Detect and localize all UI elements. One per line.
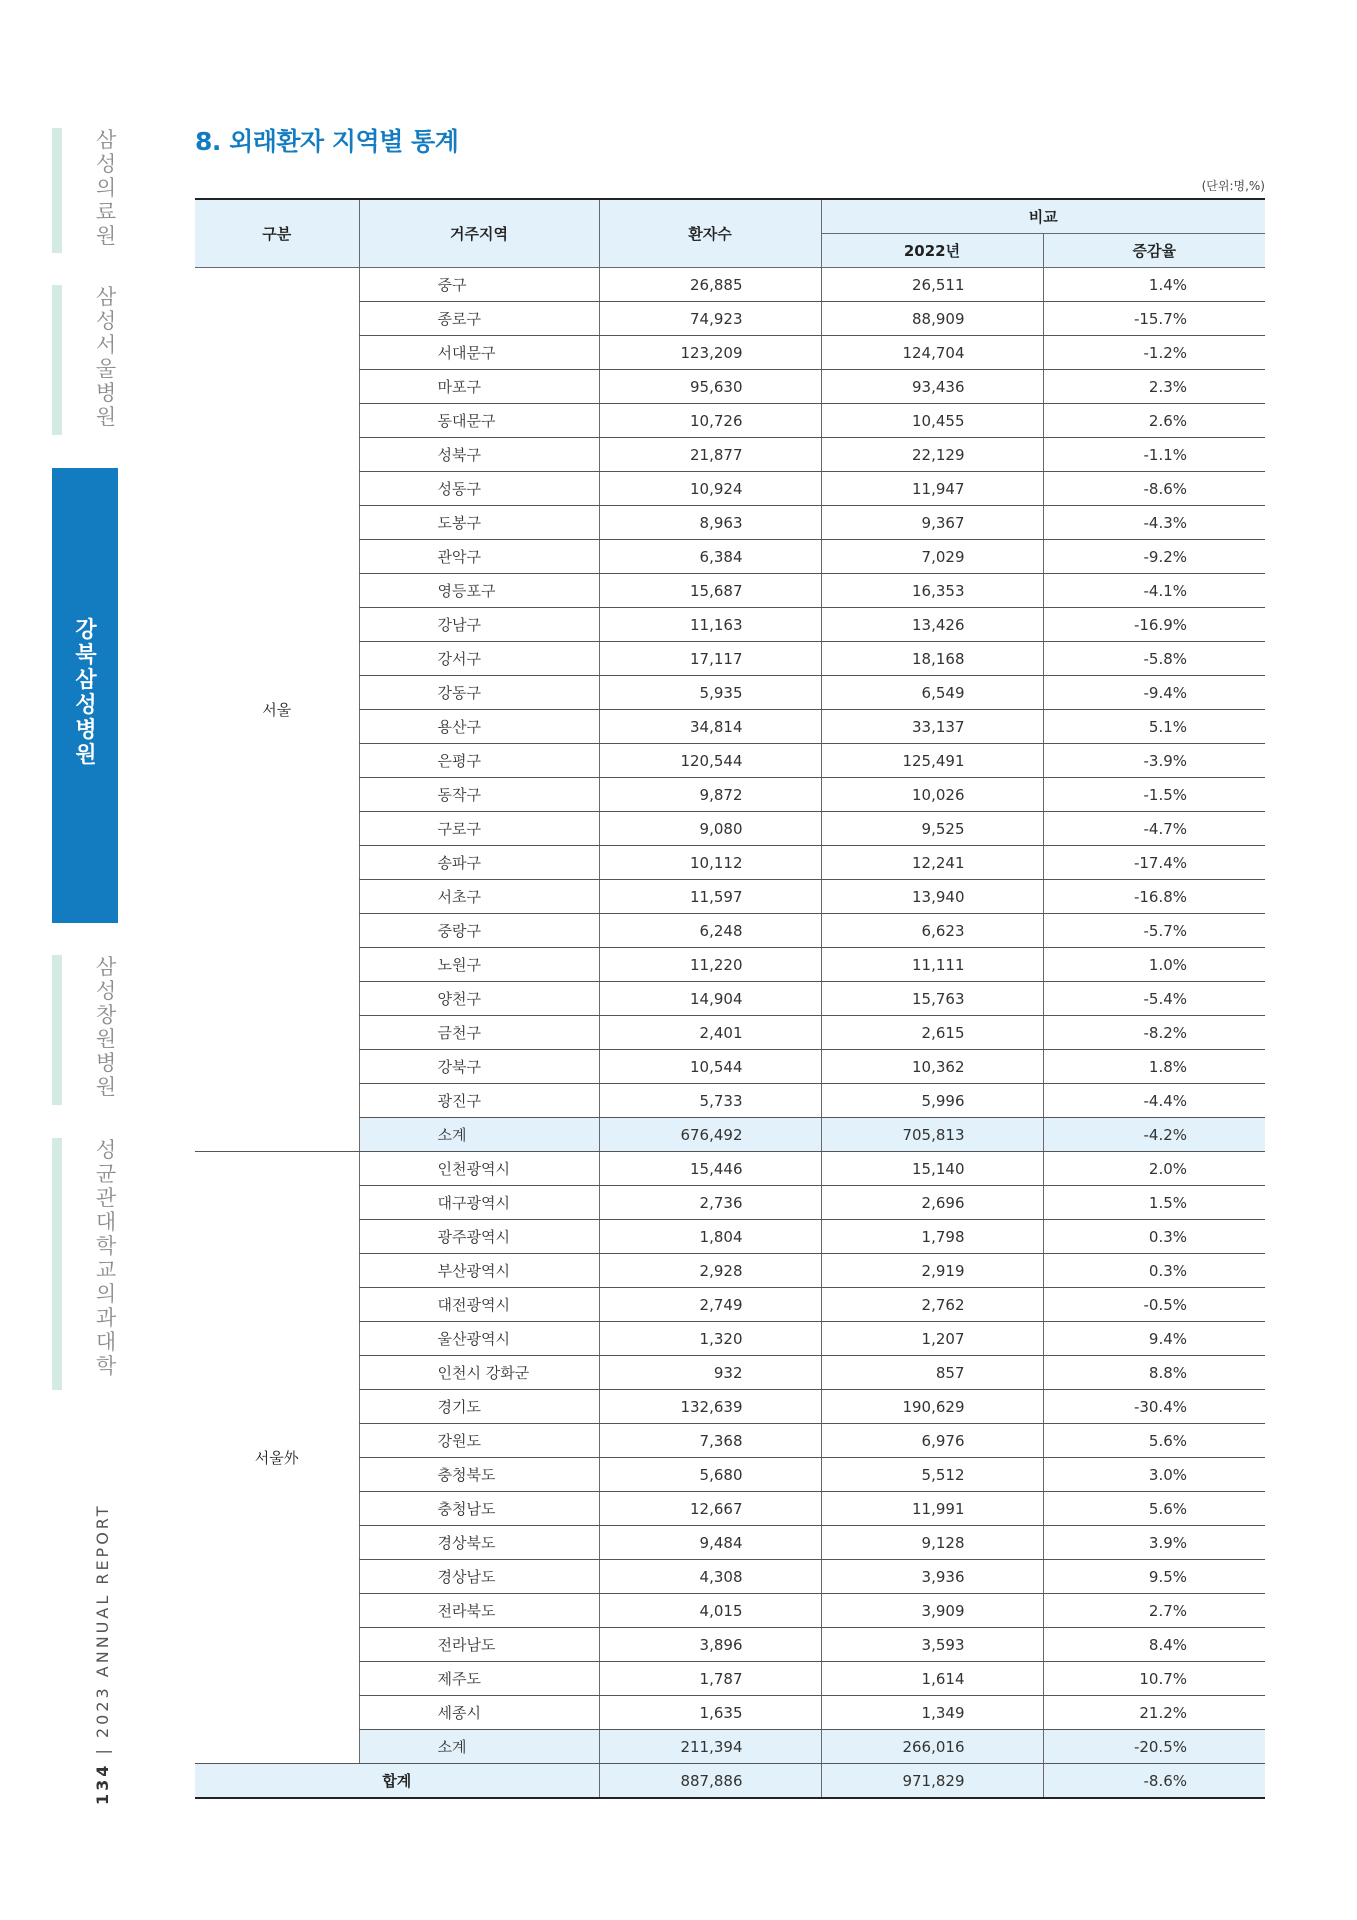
subtotal-patients: 211,394 bbox=[599, 1730, 821, 1764]
region-cell: 동작구 bbox=[359, 778, 599, 812]
patients-cell: 2,736 bbox=[599, 1186, 821, 1220]
subtotal-label: 소계 bbox=[359, 1118, 599, 1152]
patients-cell: 74,923 bbox=[599, 302, 821, 336]
patients-cell: 14,904 bbox=[599, 982, 821, 1016]
rate-cell: -17.4% bbox=[1043, 846, 1265, 880]
region-cell: 은평구 bbox=[359, 744, 599, 778]
region-cell: 울산광역시 bbox=[359, 1322, 599, 1356]
rate-cell: 1.5% bbox=[1043, 1186, 1265, 1220]
rate-cell: -16.9% bbox=[1043, 608, 1265, 642]
region-cell: 광진구 bbox=[359, 1084, 599, 1118]
year-2022-cell: 2,615 bbox=[821, 1016, 1043, 1050]
patients-cell: 3,896 bbox=[599, 1628, 821, 1662]
patients-cell: 10,544 bbox=[599, 1050, 821, 1084]
header-category: 구분 bbox=[195, 199, 359, 268]
side-nav-item-kangbuk-samsung-hospital[interactable] bbox=[52, 468, 118, 923]
patients-cell: 9,484 bbox=[599, 1526, 821, 1560]
patients-cell: 10,726 bbox=[599, 404, 821, 438]
region-cell: 대전광역시 bbox=[359, 1288, 599, 1322]
region-cell: 경상남도 bbox=[359, 1560, 599, 1594]
year-2022-cell: 33,137 bbox=[821, 710, 1043, 744]
rate-cell: -4.4% bbox=[1043, 1084, 1265, 1118]
header-region: 거주지역 bbox=[359, 199, 599, 268]
year-2022-cell: 5,996 bbox=[821, 1084, 1043, 1118]
table-row bbox=[195, 1152, 1265, 1186]
patients-cell: 5,680 bbox=[599, 1458, 821, 1492]
year-2022-cell: 26,511 bbox=[821, 268, 1043, 302]
patients-cell: 21,877 bbox=[599, 438, 821, 472]
rate-cell: 8.4% bbox=[1043, 1628, 1265, 1662]
year-2022-cell: 16,353 bbox=[821, 574, 1043, 608]
side-nav-label: 성균관대학교 의과대학 bbox=[95, 1138, 117, 1378]
year-2022-cell: 7,029 bbox=[821, 540, 1043, 574]
page-title: 8. 외래환자 지역별 통계 bbox=[195, 127, 459, 156]
rate-cell: 1.8% bbox=[1043, 1050, 1265, 1084]
region-cell: 동대문구 bbox=[359, 404, 599, 438]
region-cell: 인천광역시 bbox=[359, 1152, 599, 1186]
patients-cell: 6,248 bbox=[599, 914, 821, 948]
side-nav-marker bbox=[52, 128, 62, 253]
rate-cell: 9.5% bbox=[1043, 1560, 1265, 1594]
rate-cell: -1.1% bbox=[1043, 438, 1265, 472]
region-cell: 중랑구 bbox=[359, 914, 599, 948]
patients-cell: 1,635 bbox=[599, 1696, 821, 1730]
rate-cell: -8.6% bbox=[1043, 472, 1265, 506]
region-cell: 제주도 bbox=[359, 1662, 599, 1696]
year-2022-cell: 9,525 bbox=[821, 812, 1043, 846]
region-cell: 부산광역시 bbox=[359, 1254, 599, 1288]
region-cell: 강원도 bbox=[359, 1424, 599, 1458]
year-2022-cell: 11,991 bbox=[821, 1492, 1043, 1526]
patients-cell: 1,787 bbox=[599, 1662, 821, 1696]
patients-cell: 15,446 bbox=[599, 1152, 821, 1186]
rate-cell: 1.0% bbox=[1043, 948, 1265, 982]
region-cell: 강동구 bbox=[359, 676, 599, 710]
region-cell: 전라남도 bbox=[359, 1628, 599, 1662]
year-2022-cell: 10,455 bbox=[821, 404, 1043, 438]
year-2022-cell: 11,111 bbox=[821, 948, 1043, 982]
patients-cell: 11,163 bbox=[599, 608, 821, 642]
patients-cell: 2,928 bbox=[599, 1254, 821, 1288]
region-cell: 양천구 bbox=[359, 982, 599, 1016]
rate-cell: 5.6% bbox=[1043, 1424, 1265, 1458]
year-2022-cell: 11,947 bbox=[821, 472, 1043, 506]
year-2022-cell: 15,140 bbox=[821, 1152, 1043, 1186]
patients-cell: 11,220 bbox=[599, 948, 821, 982]
rate-cell: 2.6% bbox=[1043, 404, 1265, 438]
year-2022-cell: 18,168 bbox=[821, 642, 1043, 676]
side-nav-item-skku-medicine[interactable] bbox=[52, 1138, 118, 1390]
year-2022-cell: 2,696 bbox=[821, 1186, 1043, 1220]
year-2022-cell: 12,241 bbox=[821, 846, 1043, 880]
year-2022-cell: 10,362 bbox=[821, 1050, 1043, 1084]
region-cell: 도봉구 bbox=[359, 506, 599, 540]
header-year: 2022년 bbox=[821, 234, 1043, 268]
patients-cell: 34,814 bbox=[599, 710, 821, 744]
region-cell: 강남구 bbox=[359, 608, 599, 642]
annual-report-label bbox=[93, 1503, 112, 1805]
patients-cell: 932 bbox=[599, 1356, 821, 1390]
year-2022-cell: 13,940 bbox=[821, 880, 1043, 914]
patients-cell: 132,639 bbox=[599, 1390, 821, 1424]
region-cell: 용산구 bbox=[359, 710, 599, 744]
region-cell: 서대문구 bbox=[359, 336, 599, 370]
rate-cell: 21.2% bbox=[1043, 1696, 1265, 1730]
year-2022-cell: 6,549 bbox=[821, 676, 1043, 710]
group-label: 서울 bbox=[195, 268, 359, 1152]
total-2022: 971,829 bbox=[821, 1764, 1043, 1799]
year-2022-cell: 1,614 bbox=[821, 1662, 1043, 1696]
total-rate: -8.6% bbox=[1043, 1764, 1265, 1799]
rate-cell: -16.8% bbox=[1043, 880, 1265, 914]
total-row bbox=[195, 1764, 1265, 1799]
side-nav-item-samsung-medical-center[interactable] bbox=[52, 128, 118, 253]
side-nav-item-samsung-changwon-hospital[interactable] bbox=[52, 955, 118, 1105]
region-cell: 강서구 bbox=[359, 642, 599, 676]
patients-cell: 4,308 bbox=[599, 1560, 821, 1594]
group-label: 서울外 bbox=[195, 1152, 359, 1764]
region-cell: 경기도 bbox=[359, 1390, 599, 1424]
patients-cell: 15,687 bbox=[599, 574, 821, 608]
region-cell: 강북구 bbox=[359, 1050, 599, 1084]
year-2022-cell: 88,909 bbox=[821, 302, 1043, 336]
region-cell: 세종시 bbox=[359, 1696, 599, 1730]
rate-cell: 2.0% bbox=[1043, 1152, 1265, 1186]
year-2022-cell: 6,623 bbox=[821, 914, 1043, 948]
side-nav-marker bbox=[52, 285, 62, 435]
year-2022-cell: 2,919 bbox=[821, 1254, 1043, 1288]
region-cell: 성동구 bbox=[359, 472, 599, 506]
year-2022-cell: 1,207 bbox=[821, 1322, 1043, 1356]
rate-cell: 1.4% bbox=[1043, 268, 1265, 302]
patients-cell: 6,384 bbox=[599, 540, 821, 574]
patients-cell: 2,749 bbox=[599, 1288, 821, 1322]
header-patients: 환자수 bbox=[599, 199, 821, 268]
patients-cell: 5,733 bbox=[599, 1084, 821, 1118]
rate-cell: -3.9% bbox=[1043, 744, 1265, 778]
rate-cell: -8.2% bbox=[1043, 1016, 1265, 1050]
subtotal-2022: 705,813 bbox=[821, 1118, 1043, 1152]
year-2022-cell: 125,491 bbox=[821, 744, 1043, 778]
region-cell: 마포구 bbox=[359, 370, 599, 404]
page-number: 134 bbox=[93, 1762, 112, 1805]
year-2022-cell: 9,128 bbox=[821, 1526, 1043, 1560]
side-nav-label: 삼성의료원 bbox=[95, 128, 117, 248]
table-row bbox=[195, 268, 1265, 302]
patients-cell: 9,872 bbox=[599, 778, 821, 812]
year-2022-cell: 3,936 bbox=[821, 1560, 1043, 1594]
patients-cell: 12,667 bbox=[599, 1492, 821, 1526]
header-rate: 증감율 bbox=[1043, 234, 1265, 268]
header-compare: 비교 bbox=[821, 199, 1265, 234]
rate-cell: -15.7% bbox=[1043, 302, 1265, 336]
rate-cell: -5.7% bbox=[1043, 914, 1265, 948]
side-nav-item-samsung-seoul-hospital[interactable] bbox=[52, 285, 118, 435]
region-cell: 영등포구 bbox=[359, 574, 599, 608]
total-patients: 887,886 bbox=[599, 1764, 821, 1799]
patients-cell: 17,117 bbox=[599, 642, 821, 676]
year-2022-cell: 22,129 bbox=[821, 438, 1043, 472]
side-nav-marker bbox=[52, 1138, 62, 1390]
year-2022-cell: 15,763 bbox=[821, 982, 1043, 1016]
year-2022-cell: 13,426 bbox=[821, 608, 1043, 642]
rate-cell: 3.0% bbox=[1043, 1458, 1265, 1492]
subtotal-rate: -20.5% bbox=[1043, 1730, 1265, 1764]
patients-cell: 1,320 bbox=[599, 1322, 821, 1356]
side-nav-label: 삼성서울병원 bbox=[95, 285, 117, 429]
subtotal-patients: 676,492 bbox=[599, 1118, 821, 1152]
rate-cell: 8.8% bbox=[1043, 1356, 1265, 1390]
year-2022-cell: 124,704 bbox=[821, 336, 1043, 370]
rate-cell: -1.5% bbox=[1043, 778, 1265, 812]
region-cell: 노원구 bbox=[359, 948, 599, 982]
side-nav-label: 삼성창원병원 bbox=[95, 955, 117, 1099]
side-nav-marker bbox=[52, 955, 62, 1105]
patients-cell: 2,401 bbox=[599, 1016, 821, 1050]
rate-cell: -4.7% bbox=[1043, 812, 1265, 846]
rate-cell: 5.6% bbox=[1043, 1492, 1265, 1526]
year-2022-cell: 857 bbox=[821, 1356, 1043, 1390]
region-cell: 충청남도 bbox=[359, 1492, 599, 1526]
region-cell: 성북구 bbox=[359, 438, 599, 472]
year-2022-cell: 2,762 bbox=[821, 1288, 1043, 1322]
rate-cell: 2.3% bbox=[1043, 370, 1265, 404]
region-cell: 경상북도 bbox=[359, 1526, 599, 1560]
outpatient-region-table bbox=[195, 198, 1265, 1799]
patients-cell: 26,885 bbox=[599, 268, 821, 302]
rate-cell: -4.3% bbox=[1043, 506, 1265, 540]
year-2022-cell: 5,512 bbox=[821, 1458, 1043, 1492]
patients-cell: 9,080 bbox=[599, 812, 821, 846]
region-cell: 광주광역시 bbox=[359, 1220, 599, 1254]
region-cell: 충청북도 bbox=[359, 1458, 599, 1492]
region-cell: 대구광역시 bbox=[359, 1186, 599, 1220]
rate-cell: 0.3% bbox=[1043, 1220, 1265, 1254]
side-navigation bbox=[52, 0, 132, 1920]
separator: | bbox=[93, 1738, 112, 1755]
patients-cell: 7,368 bbox=[599, 1424, 821, 1458]
region-cell: 관악구 bbox=[359, 540, 599, 574]
rate-cell: 2.7% bbox=[1043, 1594, 1265, 1628]
year-2022-cell: 10,026 bbox=[821, 778, 1043, 812]
rate-cell: -9.4% bbox=[1043, 676, 1265, 710]
rate-cell: 0.3% bbox=[1043, 1254, 1265, 1288]
patients-cell: 8,963 bbox=[599, 506, 821, 540]
region-cell: 전라북도 bbox=[359, 1594, 599, 1628]
rate-cell: 3.9% bbox=[1043, 1526, 1265, 1560]
year-2022-cell: 6,976 bbox=[821, 1424, 1043, 1458]
year-2022-cell: 1,349 bbox=[821, 1696, 1043, 1730]
subtotal-rate: -4.2% bbox=[1043, 1118, 1265, 1152]
rate-cell: 10.7% bbox=[1043, 1662, 1265, 1696]
region-cell: 서초구 bbox=[359, 880, 599, 914]
region-cell: 구로구 bbox=[359, 812, 599, 846]
total-label: 합계 bbox=[195, 1764, 599, 1799]
rate-cell: -5.4% bbox=[1043, 982, 1265, 1016]
rate-cell: 9.4% bbox=[1043, 1322, 1265, 1356]
rate-cell: -4.1% bbox=[1043, 574, 1265, 608]
patients-cell: 5,935 bbox=[599, 676, 821, 710]
year-2022-cell: 1,798 bbox=[821, 1220, 1043, 1254]
patients-cell: 120,544 bbox=[599, 744, 821, 778]
patients-cell: 123,209 bbox=[599, 336, 821, 370]
table-body bbox=[195, 268, 1265, 1799]
patients-cell: 10,924 bbox=[599, 472, 821, 506]
patients-cell: 4,015 bbox=[599, 1594, 821, 1628]
patients-cell: 1,804 bbox=[599, 1220, 821, 1254]
region-cell: 중구 bbox=[359, 268, 599, 302]
year-2022-cell: 93,436 bbox=[821, 370, 1043, 404]
patients-cell: 11,597 bbox=[599, 880, 821, 914]
year-2022-cell: 190,629 bbox=[821, 1390, 1043, 1424]
year-2022-cell: 9,367 bbox=[821, 506, 1043, 540]
region-cell: 인천시 강화군 bbox=[359, 1356, 599, 1390]
rate-cell: 5.1% bbox=[1043, 710, 1265, 744]
report-title: 2023 ANNUAL REPORT bbox=[93, 1503, 112, 1739]
rate-cell: -9.2% bbox=[1043, 540, 1265, 574]
year-2022-cell: 3,909 bbox=[821, 1594, 1043, 1628]
rate-cell: -30.4% bbox=[1043, 1390, 1265, 1424]
region-cell: 종로구 bbox=[359, 302, 599, 336]
rate-cell: -1.2% bbox=[1043, 336, 1265, 370]
subtotal-2022: 266,016 bbox=[821, 1730, 1043, 1764]
subtotal-label: 소계 bbox=[359, 1730, 599, 1764]
patients-cell: 95,630 bbox=[599, 370, 821, 404]
rate-cell: -5.8% bbox=[1043, 642, 1265, 676]
side-nav-label: 강북삼성병원 bbox=[75, 618, 97, 768]
rate-cell: -0.5% bbox=[1043, 1288, 1265, 1322]
unit-note: (단위:명,%) bbox=[1201, 179, 1265, 193]
region-cell: 송파구 bbox=[359, 846, 599, 880]
year-2022-cell: 3,593 bbox=[821, 1628, 1043, 1662]
patients-cell: 10,112 bbox=[599, 846, 821, 880]
region-cell: 금천구 bbox=[359, 1016, 599, 1050]
